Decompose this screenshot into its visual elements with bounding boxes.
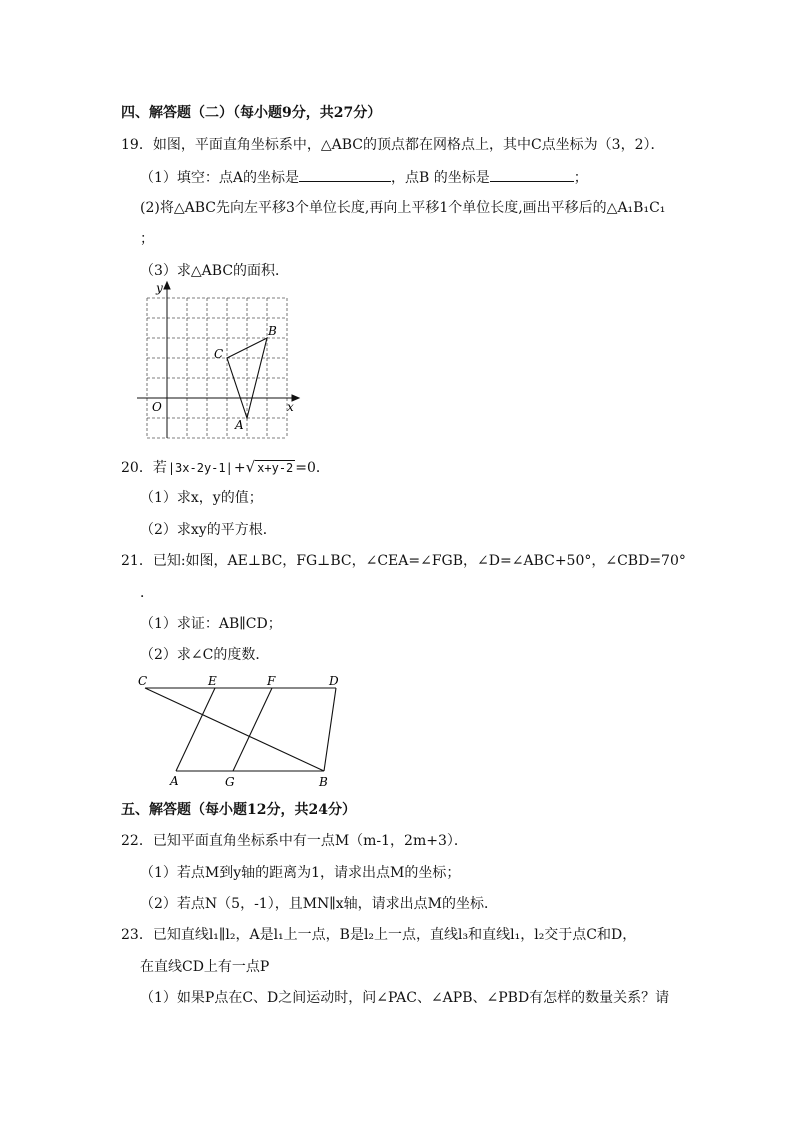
label-b: B [319,775,328,789]
q19-part2: (2)将△ABC先向左平移3个单位长度,再向上平移1个单位长度,画出平移后的△A₁B₁C₁ [140,200,666,216]
label-e: E [208,674,217,688]
answer-blank-b [490,167,574,182]
q19-part1-text-a: （1）填空：点A的坐标是 [140,170,300,186]
line-db [324,688,336,771]
q21-part2: （2）求∠C的度数． [140,647,270,663]
q21-part1: （1）求证：AB∥CD； [140,616,282,632]
label-f: F [267,674,276,688]
radical-sign: √ [245,458,256,476]
label-c: C [214,347,224,361]
q19-part1 [140,167,588,187]
q19-part2-tail: ； [140,231,154,247]
line-gf [233,688,272,771]
q23-stem: 23．已知直线l₁∥l₂，A是l₁上一点，B是l₂上一点，直线l₃和直线l₁，l₂交于点C和D， [121,927,637,943]
y-axis-arrow [164,282,170,289]
q21-geometry-figure [133,670,348,792]
q22-stem: 22．已知平面直角坐标系中有一点M（m-1，2m+3）． [121,833,468,849]
label-x: x [287,400,294,414]
line-cb [145,688,324,771]
q20-part2: （2）求xy的平方根． [140,522,277,538]
grid-lines [147,298,287,438]
section-4-title: 四、解答题（二）（每小题9分，共27分） [121,105,382,121]
q21-stem-tail: ． [140,585,154,601]
line-ae [176,688,215,771]
label-g: G [225,775,235,789]
q20-abs-expression: |3x-2y-1| [167,461,233,475]
label-a: A [235,418,244,432]
q19-stem: 19．如图，平面直角坐标系中，△ABC的顶点都在网格点上，其中C点坐标为（3，2）． [121,137,665,153]
q19-part3: （3）求△ABC的面积． [140,263,290,279]
q20-prefix: 20．若 [121,460,167,476]
section-5-title: 五、解答题（每小题12分，共24分） [121,802,356,818]
q22-part1: （1）若点M到y轴的距离为1，请求出点M的坐标； [140,865,461,881]
label-origin: O [152,400,162,414]
q23-stem-line2: 在直线CD上有一点P [140,959,270,975]
label-y: y [156,281,163,295]
q20-part1: （1）求x，y的值； [140,490,263,506]
answer-blank-a [299,167,391,182]
q19-part1-text-c: ； [573,170,588,186]
q19-coordinate-grid [135,280,305,442]
label-b: B [268,324,277,338]
q23-part1: （1）如果P点在C、D之间运动时，问∠PAC、∠APB、∠PBD有怎样的数量关系？请 [140,990,670,1006]
q20-plus: + [233,460,246,476]
label-a: A [170,774,179,788]
q20-stem [121,458,330,477]
label-d: D [329,674,339,688]
q21-stem: 21．已知:如图，AE⊥BC，FG⊥BC，∠CEA=∠FGB，∠D=∠ABC+50°，∠CBD=70° [121,553,686,569]
q20-sqrt-expression: x+y-2 [257,461,294,475]
q22-part2: （2）若点N（5，-1），且MN∥x轴，请求出点M的坐标． [140,896,498,912]
label-c: C [138,674,148,688]
q20-suffix: =0． [295,460,330,476]
q19-part1-text-b: ，点B 的坐标是 [391,170,490,186]
